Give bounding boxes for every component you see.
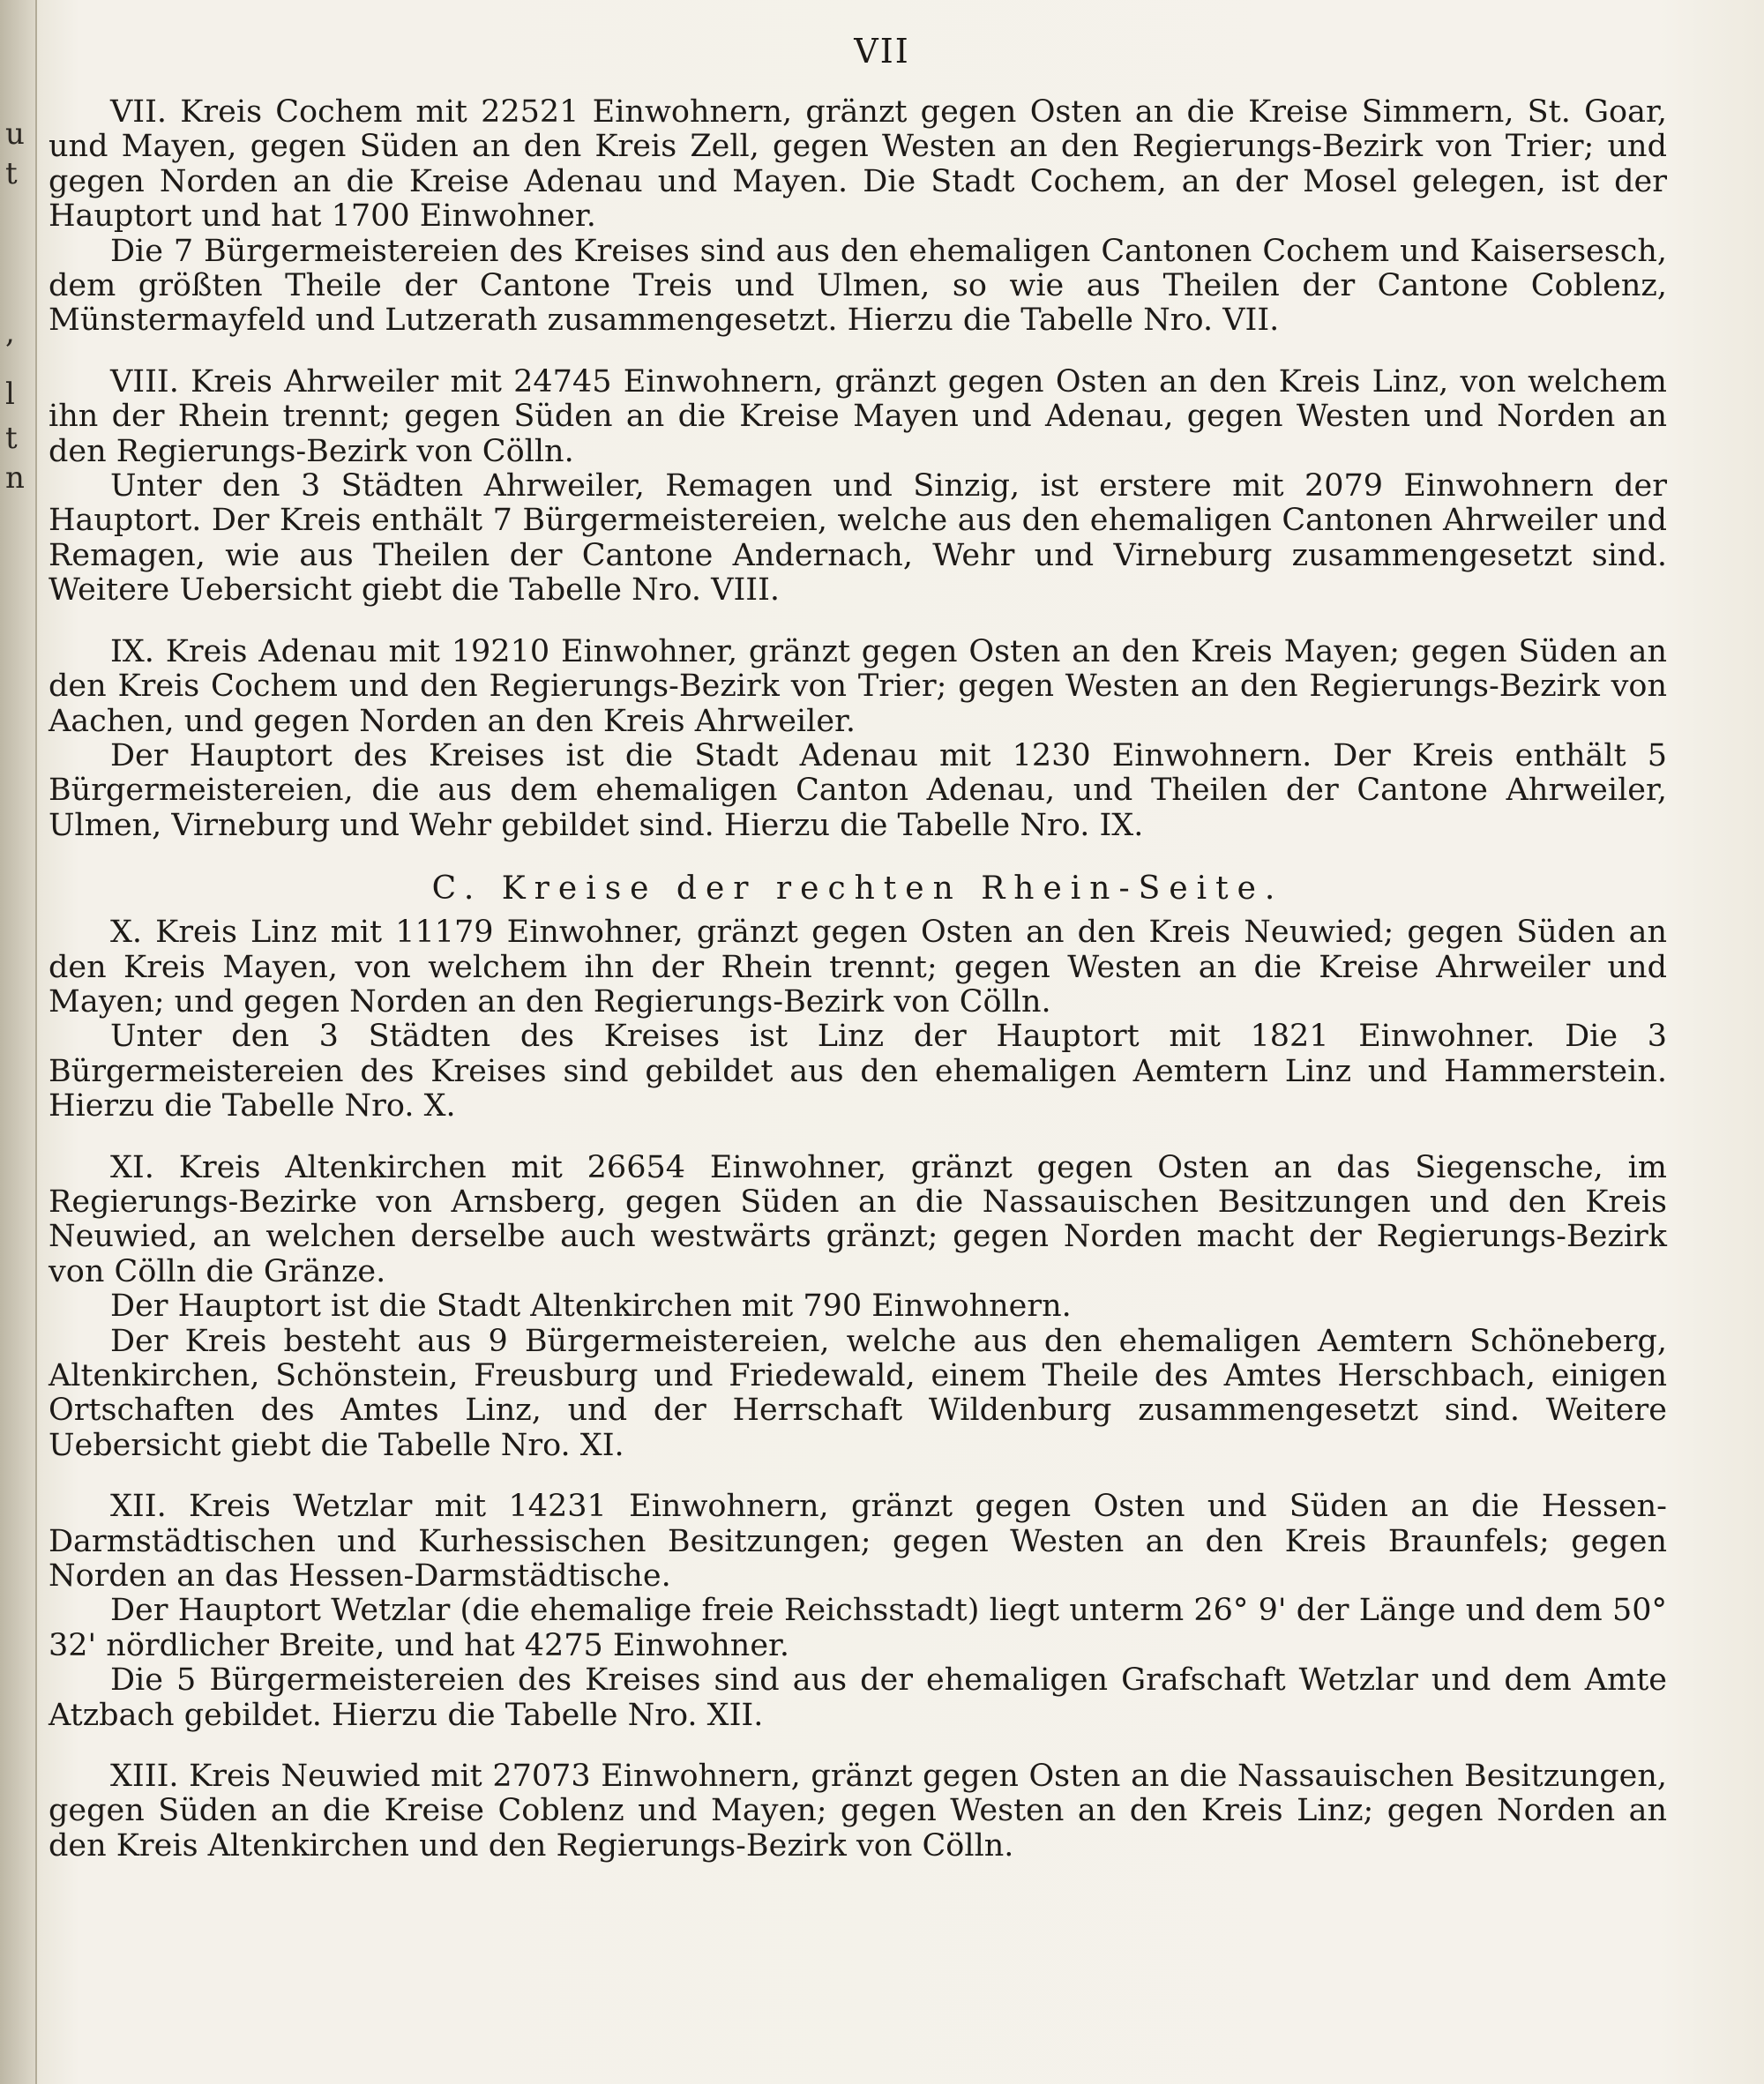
paragraph: VII. Kreis Cochem mit 22521 Einwohnern, gränzt gegen Osten an die Kreise Simmern, St. Goar, und Mayen, gegen Süden an den Kreis Zell, gegen Westen an den Regierungs-Bezirk von Trier; und gegen Norden an die Kreise Adenau und Mayen. Die Stadt Cochem, an der Mosel gelegen, ist der Hauptort und hat 1700 Einwohner. [49,94,1667,235]
section-heading-c: C. Kreise der rechten Rhein-Seite. [431,870,1284,908]
section-vii [49,95,1667,339]
paragraph: Der Hauptort des Kreises ist die Stadt Adenau mit 1230 Einwohnern. Der Kreis enthält 5 Bürgermeistereien, die aus dem ehemaligen Canton Adenau, und Theilen der Cantone Ahrweiler, Ulmen, Virneburg und Wehr gebildet sind. Hierzu die Tabelle Nro. IX. [49,737,1667,843]
paragraph: Der Hauptort Wetzlar (die ehemalige freie Reichsstadt) liegt unterm 26° 9' der Länge und dem 50° 32' nördlicher Breite, und hat 4275 Einwohner. [49,1593,1667,1663]
paragraph: XI. Kreis Altenkirchen mit 26654 Einwohner, gränzt gegen Osten an das Siegensche, im Regierungs-Bezirke von Arnsberg, gegen Süden an die Nassauischen Besitzungen und den Kreis Neuwied, an welchen derselbe auch westwärts gränzt; gegen Norden macht der Regierungs-Bezirk von Cölln die Gränze. [49,1149,1667,1289]
paragraph: VIII. Kreis Ahrweiler mit 24745 Einwohnern, gränzt gegen Osten an den Kreis Linz, von welchem ihn der Rhein trennt; gegen Süden an die Kreise Mayen und Adenau, gegen Westen und Norden an den Regierungs-Bezirk von Cölln. [49,363,1667,469]
paragraph: Unter den 3 Städten Ahrweiler, Remagen und Sinzig, ist erstere mit 2079 Einwohnern der Hauptort. Der Kreis enthält 7 Bürgermeistereien, welche aus den ehemaligen Cantonen Ahrweiler und Remagen, wie aus Theilen der Cantone Andernach, Wehr und Virneburg zusammengesetzt sind. Weitere Uebersicht giebt die Tabelle Nro. VIII. [49,468,1667,609]
section-ix [49,635,1667,843]
edge-letter: t [5,421,18,456]
edge-letter: n [5,460,25,496]
binding-edge [0,0,37,2084]
edge-letter: u [5,116,25,152]
paragraph: X. Kreis Linz mit 11179 Einwohner, gränzt gegen Osten an den Kreis Neuwied; gegen Süden an den Kreis Mayen, von welchem ihn der Rhein trennt; gegen Westen an die Kreise Ahrweiler und Mayen; und gegen Norden an den Regierungs-Bezirk von Cölln. [49,915,1667,1020]
section-x [49,915,1667,1124]
paragraph: Der Kreis besteht aus 9 Bürgermeistereien, welche aus den ehemaligen Aemtern Schöneberg, Altenkirchen, Schönstein, Freusburg und Friedewald, einem Theile des Amtes Herschbach, einigen Ortschaften des Amtes Linz, und der Herrschaft Wildenburg zusammengesetzt sind. Weitere Uebersicht giebt die Tabelle Nro. XI. [49,1323,1667,1463]
section-xiii [49,1759,1667,1864]
page-number: VII [854,32,910,71]
edge-letter: , [5,315,15,350]
paragraph: Die 5 Bürgermeistereien des Kreises sind aus der ehemaligen Grafschaft Wetzlar und dem Amte Atzbach gebildet. Hierzu die Tabelle Nro. XII. [49,1662,1667,1733]
paragraph: Unter den 3 Städten des Kreises ist Linz der Hauptort mit 1821 Einwohner. Die 3 Bürgermeistereien des Kreises sind gebildet aus den ehemaligen Aemtern Linz und Hammerstein. Hierzu die Tabelle Nro. X. [49,1019,1667,1124]
page-content [49,95,1667,1890]
paragraph: Der Hauptort ist die Stadt Altenkirchen mit 790 Einwohnern. [110,1288,1072,1325]
edge-letter: t [5,156,18,191]
paragraph: XIII. Kreis Neuwied mit 27073 Einwohnern, gränzt gegen Osten an die Nassauischen Besitzungen, gegen Süden an die Kreise Coblenz und Mayen; gegen Westen an den Kreis Linz; gegen Norden an den Kreis Altenkirchen und den Regierungs-Bezirk von Cölln. [49,1759,1667,1864]
paragraph: Die 7 Bürgermeistereien des Kreises sind aus den ehemaligen Cantonen Cochem und Kaisersesch, dem größten Theile der Cantone Treis und Ulmen, so wie aus Theilen der Cantone Coblenz, Münstermayfeld und Lutzerath zusammengesetzt. Hierzu die Tabelle Nro. VII. [49,233,1667,339]
edge-letter: l [5,377,15,412]
section-xii [49,1490,1667,1733]
paragraph: IX. Kreis Adenau mit 19210 Einwohner, gränzt gegen Osten an den Kreis Mayen; gegen Süden an den Kreis Cochem und den Regierungs-Bezirk von Trier; gegen Westen an den Regierungs-Bezirk von Aachen, und gegen Norden an den Kreis Ahrweiler. [49,633,1667,739]
paragraph: XII. Kreis Wetzlar mit 14231 Einwohnern, gränzt gegen Osten und Süden an die Hessen-Darmstädtischen und Kurhessischen Besitzungen; gegen Westen an den Kreis Braunfels; gegen Norden an das Hessen-Darmstädtische. [49,1489,1667,1595]
section-xi [49,1151,1667,1464]
section-viii [49,365,1667,609]
